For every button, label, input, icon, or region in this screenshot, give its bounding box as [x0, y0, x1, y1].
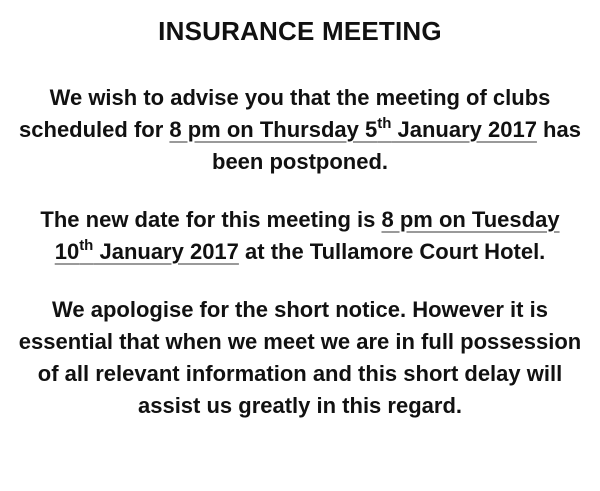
postponement-trail: has been postponed.: [212, 117, 581, 174]
postponement-lead: We wish to advise you that the meeting of clubs scheduled for: [19, 85, 551, 142]
new-date-text: 8 pm on Tuesday 10: [54, 207, 560, 264]
original-date-tail: January 2017: [391, 117, 537, 142]
original-date: [169, 117, 537, 142]
new-date-paragraph: [0, 204, 600, 268]
original-date-ordinal: th: [377, 115, 392, 132]
notice-title: INSURANCE MEETING: [158, 16, 442, 46]
new-date-tail: January 2017: [93, 239, 239, 264]
postponement-paragraph: [0, 82, 600, 178]
new-date-lead: The new date for this meeting is: [40, 207, 382, 232]
apology-paragraph: We apologise for the short notice. However it is essential that when we meet we are in full possession of all relevant information and this short delay will assist us greatly in this regard.: [18, 297, 582, 418]
new-date-ordinal: th: [79, 237, 94, 254]
new-date-trail: at the Tullamore Court Hotel.: [238, 239, 546, 264]
original-date-text: 8 pm on Thursday 5: [169, 117, 378, 142]
